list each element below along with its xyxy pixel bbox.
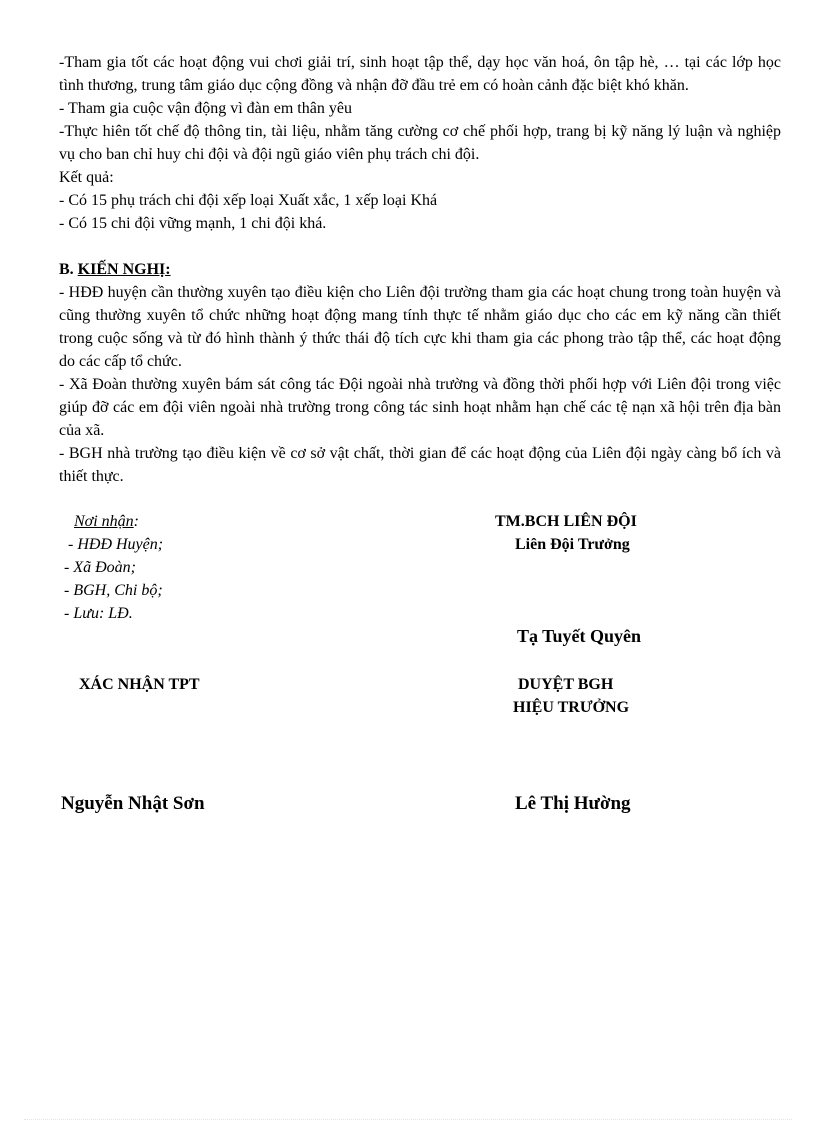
confirm-title: XÁC NHẬN TPT bbox=[79, 676, 200, 693]
signature-name: Tạ Tuyết Quyên bbox=[517, 626, 642, 646]
signature-org: TM.BCH LIÊN ĐỘI bbox=[495, 513, 637, 530]
page-bottom-divider bbox=[24, 1119, 792, 1120]
recipient-item-1: - HĐĐ Huyện; bbox=[68, 536, 164, 553]
approve-subtitle: HIỆU TRƯỞNG bbox=[513, 699, 630, 716]
result-label: Kết quả: bbox=[59, 169, 114, 186]
recommendation-item-3: - BGH nhà trường tạo điều kiện về cơ sở vật chất, thời gian để các hoạt động của Liên đội ngày càng bổ ích và thiết thực. bbox=[59, 445, 781, 485]
section-title: KIẾN NGHỊ: bbox=[77, 261, 171, 278]
report-body bbox=[59, 51, 781, 488]
recommendations-heading bbox=[59, 258, 781, 281]
activity-paragraph-2: - Tham gia cuộc vận động vì đàn em thân yêu bbox=[59, 100, 352, 117]
activity-paragraph-1: -Tham gia tốt các hoạt động vui chơi giải trí, sinh hoạt tập thể, dạy học văn hoá, ôn tập hè, … tại các lớp học tình thương, trung tâm giáo dục cộng đồng và nhận đỡ đầu trẻ em có hoàn cảnh đặc biệt khó khăn. bbox=[59, 54, 781, 94]
section-prefix: B. bbox=[59, 261, 78, 278]
signature-title: Liên Đội Trưởng bbox=[515, 536, 630, 553]
approve-name: Lê Thị Hường bbox=[515, 793, 631, 814]
section-gap bbox=[59, 235, 781, 258]
result-item-1: - Có 15 phụ trách chi đội xếp loại Xuất xắc, 1 xếp loại Khá bbox=[59, 192, 438, 209]
recipient-item-3: - BGH, Chi bộ; bbox=[64, 582, 163, 599]
recommendation-item-2: - Xã Đoàn thường xuyên bám sát công tác Đội ngoài nhà trường và đồng thời phối hợp với Liên đội trong việc giúp đỡ các em đội viên ngoài nhà trường trong công tác sinh hoạt nhằm hạn chế các tệ nạn xã hội trên địa bàn của xã. bbox=[59, 376, 781, 439]
activity-paragraph-3: -Thực hiên tốt chế độ thông tin, tài liệu, nhằm tăng cường cơ chế phối hợp, trang bị kỹ năng lý luận và nghiệp vụ cho ban chỉ huy chi đội và đội ngũ giáo viên phụ trách chi đội. bbox=[59, 123, 781, 163]
recipient-item-4: - Lưu: LĐ. bbox=[64, 605, 133, 622]
recipient-item-2: - Xã Đoàn; bbox=[64, 559, 136, 576]
recommendation-item-1: - HĐĐ huyện cần thường xuyên tạo điều kiện cho Liên đội trường tham gia các hoạt chung trong toàn huyện và cũng thường xuyên tổ chức những hoạt động mang tính thực tế nhằm giáo dục cho các em kỹ năng cần thiết trong cuộc sống và từ đó hình thành ý thức thái độ tích cực khi tham gia các phong trào tập thể, các hoạt động do các cấp tổ chức. bbox=[59, 284, 781, 370]
confirm-name: Nguyễn Nhật Sơn bbox=[61, 793, 205, 814]
result-item-2: - Có 15 chi đội vững mạnh, 1 chi đội khá. bbox=[59, 215, 327, 232]
approve-title: DUYỆT BGH bbox=[518, 676, 614, 693]
recipients-label: Nơi nhận: bbox=[74, 513, 139, 530]
